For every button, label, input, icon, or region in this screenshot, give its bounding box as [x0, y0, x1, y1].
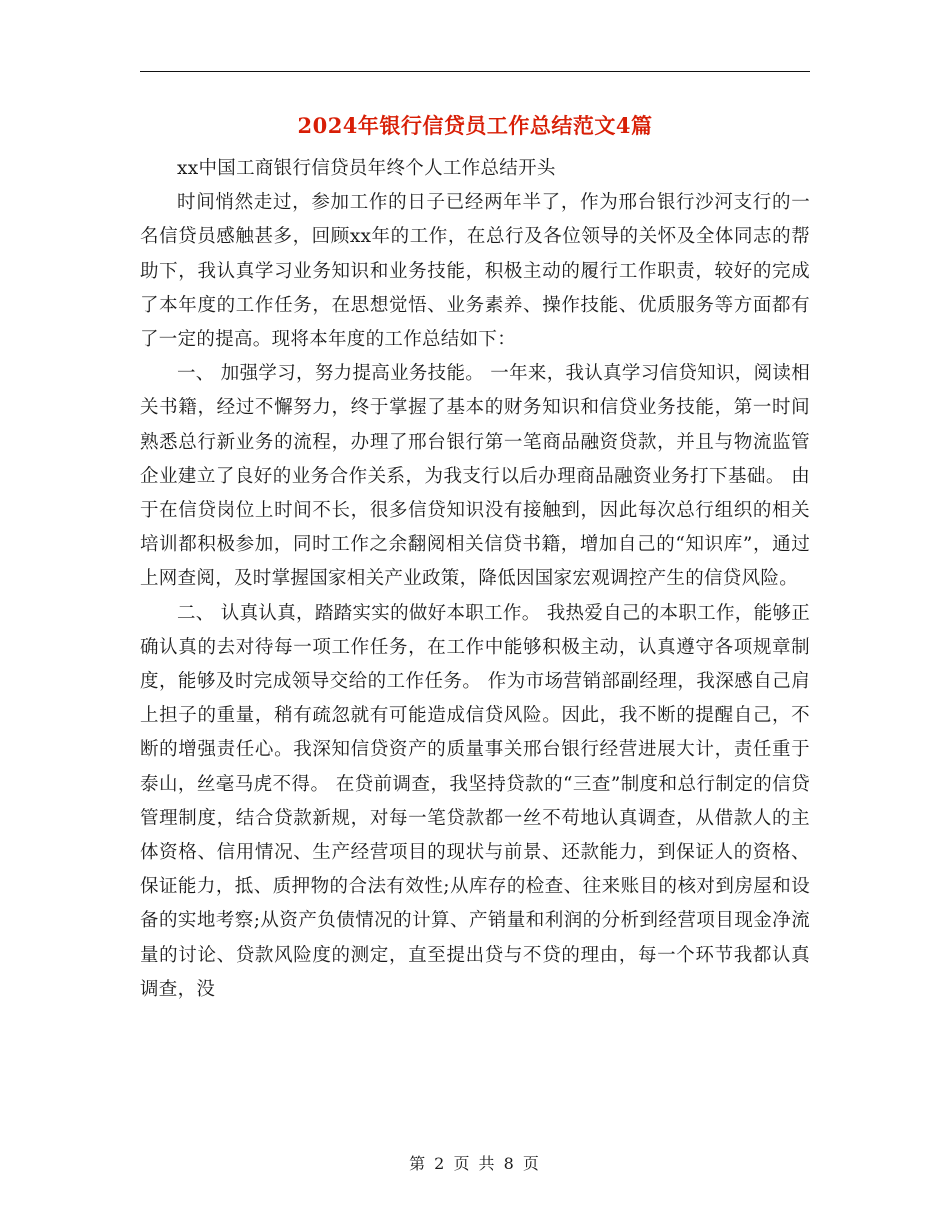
header-rule [140, 71, 810, 72]
document-title: 2024年银行信贷员工作总结范文4篇 [297, 113, 653, 138]
intro-paragraph: 时间悄然走过，参加工作的日子已经两年半了，作为邢台银行沙河支行的一名信贷员感触甚多，回顾xx年的工作，在总行及各位领导的关怀及全体同志的帮助下，我认真学习业务知识和业务技能，积极主动的履行工作职责，较好的完成了本年度的工作任务，在思想觉悟、业务素养、操作技能、优质服务等方面都有了一定的提高。现将本年度的工作总结如下： [140, 192, 810, 351]
section-heading: xx中国工商银行信贷员年终个人工作总结开头 [177, 158, 556, 179]
page-number: 第 2 页 共 8 页 [409, 1154, 541, 1173]
paragraph-duties: 二、 认真认真，踏踏实实的做好本职工作。 我热爱自己的本职工作，能够正确认真的去对待每一项工作任务，在工作中能够积极主动，认真遵守各项规章制度，能够及时完成领导交给的工作任务。 作为市场营销部副经理，我深感自己肩上担子的重量，稍有疏忽就有可能造成信贷风险。因此，我不断的提醒自己，不断的增强责任心。我深知信贷资产的质量事关邢台银行经营进展大计，责任重于泰山，丝毫马虎不得。 在贷前调查，我坚持贷款的“三查”制度和总行制定的信贷管理制度，结合贷款新规，对每一笔贷款都一丝不苟地认真调查，从借款人的主体资格、信用情况、生产经营项目的现状与前景、还款能力，到保证人的资格、保证能力，抵、质押物的合法有效性;从库存的检查、往来账目的核对到房屋和设备的实地考察;从资产负债情况的计算、产销量和利润的分析到经营项目现金净流量的讨论、贷款风险度的测定，直至提出贷与不贷的理由，每一个环节我都认真调查，没 [140, 602, 810, 1000]
paragraph-study: 一、 加强学习，努力提高业务技能。 一年来，我认真学习信贷知识，阅读相关书籍，经过不懈努力，终于掌握了基本的财务知识和信贷业务技能，第一时间熟悉总行新业务的流程，办理了邢台银行第一笔商品融资贷款，并且与物流监管企业建立了良好的业务合作关系，为我支行以后办理商品融资业务打下基础。 由于在信贷岗位上时间不长，很多信贷知识没有接触到，因此每次总行组织的相关培训都积极参加，同时工作之余翻阅相关信贷书籍，增加自己的“知识库”，通过上网查阅，及时掌握国家相关产业政策，降低因国家宏观调控产生的信贷风险。 [140, 363, 810, 590]
document-body [140, 152, 810, 1007]
